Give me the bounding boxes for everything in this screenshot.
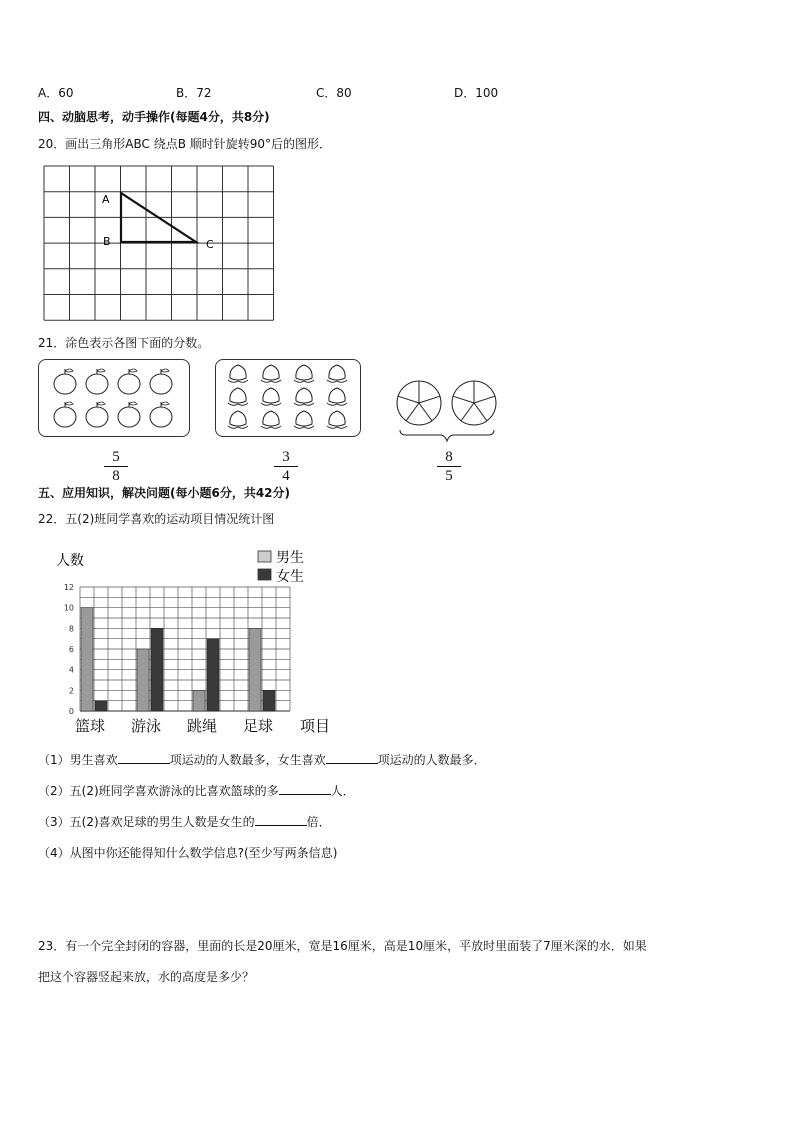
peach-icon <box>294 411 314 428</box>
q22-sub4: （4）从图中你还能得知什么数学信息?(至少写两条信息) <box>38 846 338 860</box>
peach-icon <box>327 411 347 428</box>
q20-text: 20．画出三角形ABC 绕点B 顺时针旋转90°后的图形． <box>38 137 332 151</box>
option-a: A．60 <box>38 86 74 100</box>
apples-group <box>39 360 189 436</box>
circle-pie-icon <box>397 381 441 425</box>
rotation-grid <box>40 163 276 323</box>
peach-box <box>215 359 361 437</box>
fraction-numerator: 3 <box>282 449 290 465</box>
q22-sub2-b: 人． <box>330 784 355 798</box>
category-label: 游泳 <box>130 717 162 735</box>
q22-sub3 <box>38 812 331 830</box>
bar-girls <box>95 701 107 711</box>
y-tick-label: 10 <box>63 603 74 613</box>
peach-icon <box>327 365 347 382</box>
legend-label-boys: 男生 <box>276 550 304 566</box>
peach-icon <box>261 411 281 428</box>
option-b: B．72 <box>176 86 212 100</box>
apple-icon <box>118 402 140 427</box>
apple-icon <box>86 369 108 394</box>
y-tick-label: 2 <box>68 686 74 696</box>
apple-icon <box>150 402 172 427</box>
peach-icon <box>228 365 248 382</box>
fraction-3-4 <box>274 449 298 484</box>
category-label: 跳绳 <box>186 717 218 735</box>
peach-icon <box>261 365 281 382</box>
q22-sub3-a: （3）五(2)喜欢足球的男生人数是女生的 <box>38 815 255 829</box>
q22-sub1-b: 项运动的人数最多，女生喜欢 <box>169 753 326 767</box>
pie-circles <box>392 375 502 445</box>
bar-boys <box>193 690 205 711</box>
apple-box <box>38 359 190 437</box>
label-c: C <box>206 238 214 251</box>
apple-icon <box>118 369 140 394</box>
q22-sub1-c: 项运动的人数最多． <box>377 753 486 767</box>
category-label: 篮球 <box>74 717 106 735</box>
apple-icon <box>150 369 172 394</box>
q23-line1: 23．有一个完全封闭的容器，里面的长是20厘米，宽是16厘米，高是10厘米，平放时里面装了7厘米深的水．如果 <box>38 939 647 953</box>
fraction-5-8 <box>104 449 128 484</box>
legend-label-girls: 女生 <box>276 569 304 585</box>
bar-boys <box>249 628 261 711</box>
section-4-heading: 四、动脑思考，动手操作(每题4分，共8分) <box>38 110 270 124</box>
fraction-numerator: 8 <box>445 449 453 465</box>
y-tick-label: 6 <box>68 645 74 654</box>
sports-bar-chart <box>36 545 346 735</box>
q22-title: 22．五(2)班同学喜欢的运动项目情况统计图 <box>38 512 275 526</box>
option-c: C．80 <box>316 86 352 100</box>
legend-swatch-girls <box>258 569 271 580</box>
category-label: 足球 <box>242 717 274 735</box>
q22-sub1 <box>38 750 486 768</box>
legend-swatch-boys <box>258 551 271 562</box>
apple-icon <box>54 402 76 427</box>
bar-boys <box>137 649 149 711</box>
circle-pie-icon <box>452 381 496 425</box>
answer-blank[interactable] <box>279 781 331 795</box>
y-tick-label: 0 <box>68 707 74 716</box>
fraction-denominator: 8 <box>112 468 120 484</box>
answer-blank[interactable] <box>118 750 170 764</box>
label-b: B <box>103 235 111 248</box>
y-tick-label: 12 <box>63 583 74 592</box>
q21-text: 21．涂色表示各图下面的分数。 <box>38 336 210 350</box>
peaches-group <box>216 360 360 436</box>
y-tick-label: 4 <box>68 665 74 675</box>
fraction-numerator: 5 <box>112 449 120 465</box>
brace-icon <box>400 430 494 441</box>
fraction-8-5 <box>437 449 461 484</box>
apple-icon <box>86 402 108 427</box>
peach-icon <box>327 388 347 405</box>
answer-blank[interactable] <box>326 750 378 764</box>
bar-boys <box>81 608 93 711</box>
peach-icon <box>261 388 281 405</box>
fraction-denominator: 4 <box>282 468 290 484</box>
section-5-heading: 五、应用知识，解决问题(每小题6分，共42分) <box>38 486 291 500</box>
bar-girls <box>151 628 163 711</box>
chart-xlabel: 项目 <box>300 717 331 735</box>
chart-ylabel: 人数 <box>56 553 84 569</box>
q22-sub2 <box>38 781 355 799</box>
peach-icon <box>294 388 314 405</box>
option-d: D．100 <box>454 86 499 100</box>
q22-sub2-a: （2）五(2)班同学喜欢游泳的比喜欢篮球的多 <box>38 784 279 798</box>
q23-line2: 把这个容器竖起来放，水的高度是多少？ <box>38 970 255 984</box>
y-tick-label: 8 <box>68 624 74 634</box>
peach-icon <box>228 388 248 405</box>
apple-icon <box>54 369 76 394</box>
chart-legend <box>258 549 304 585</box>
label-a: A <box>102 193 110 206</box>
peach-icon <box>228 411 248 428</box>
q22-sub3-b: 倍． <box>306 815 331 829</box>
peach-icon <box>294 365 314 382</box>
fraction-denominator: 5 <box>445 468 453 484</box>
bar-girls <box>263 690 275 711</box>
bar-girls <box>207 639 219 711</box>
answer-blank[interactable] <box>255 812 307 826</box>
q22-sub1-a: （1）男生喜欢 <box>38 753 118 767</box>
